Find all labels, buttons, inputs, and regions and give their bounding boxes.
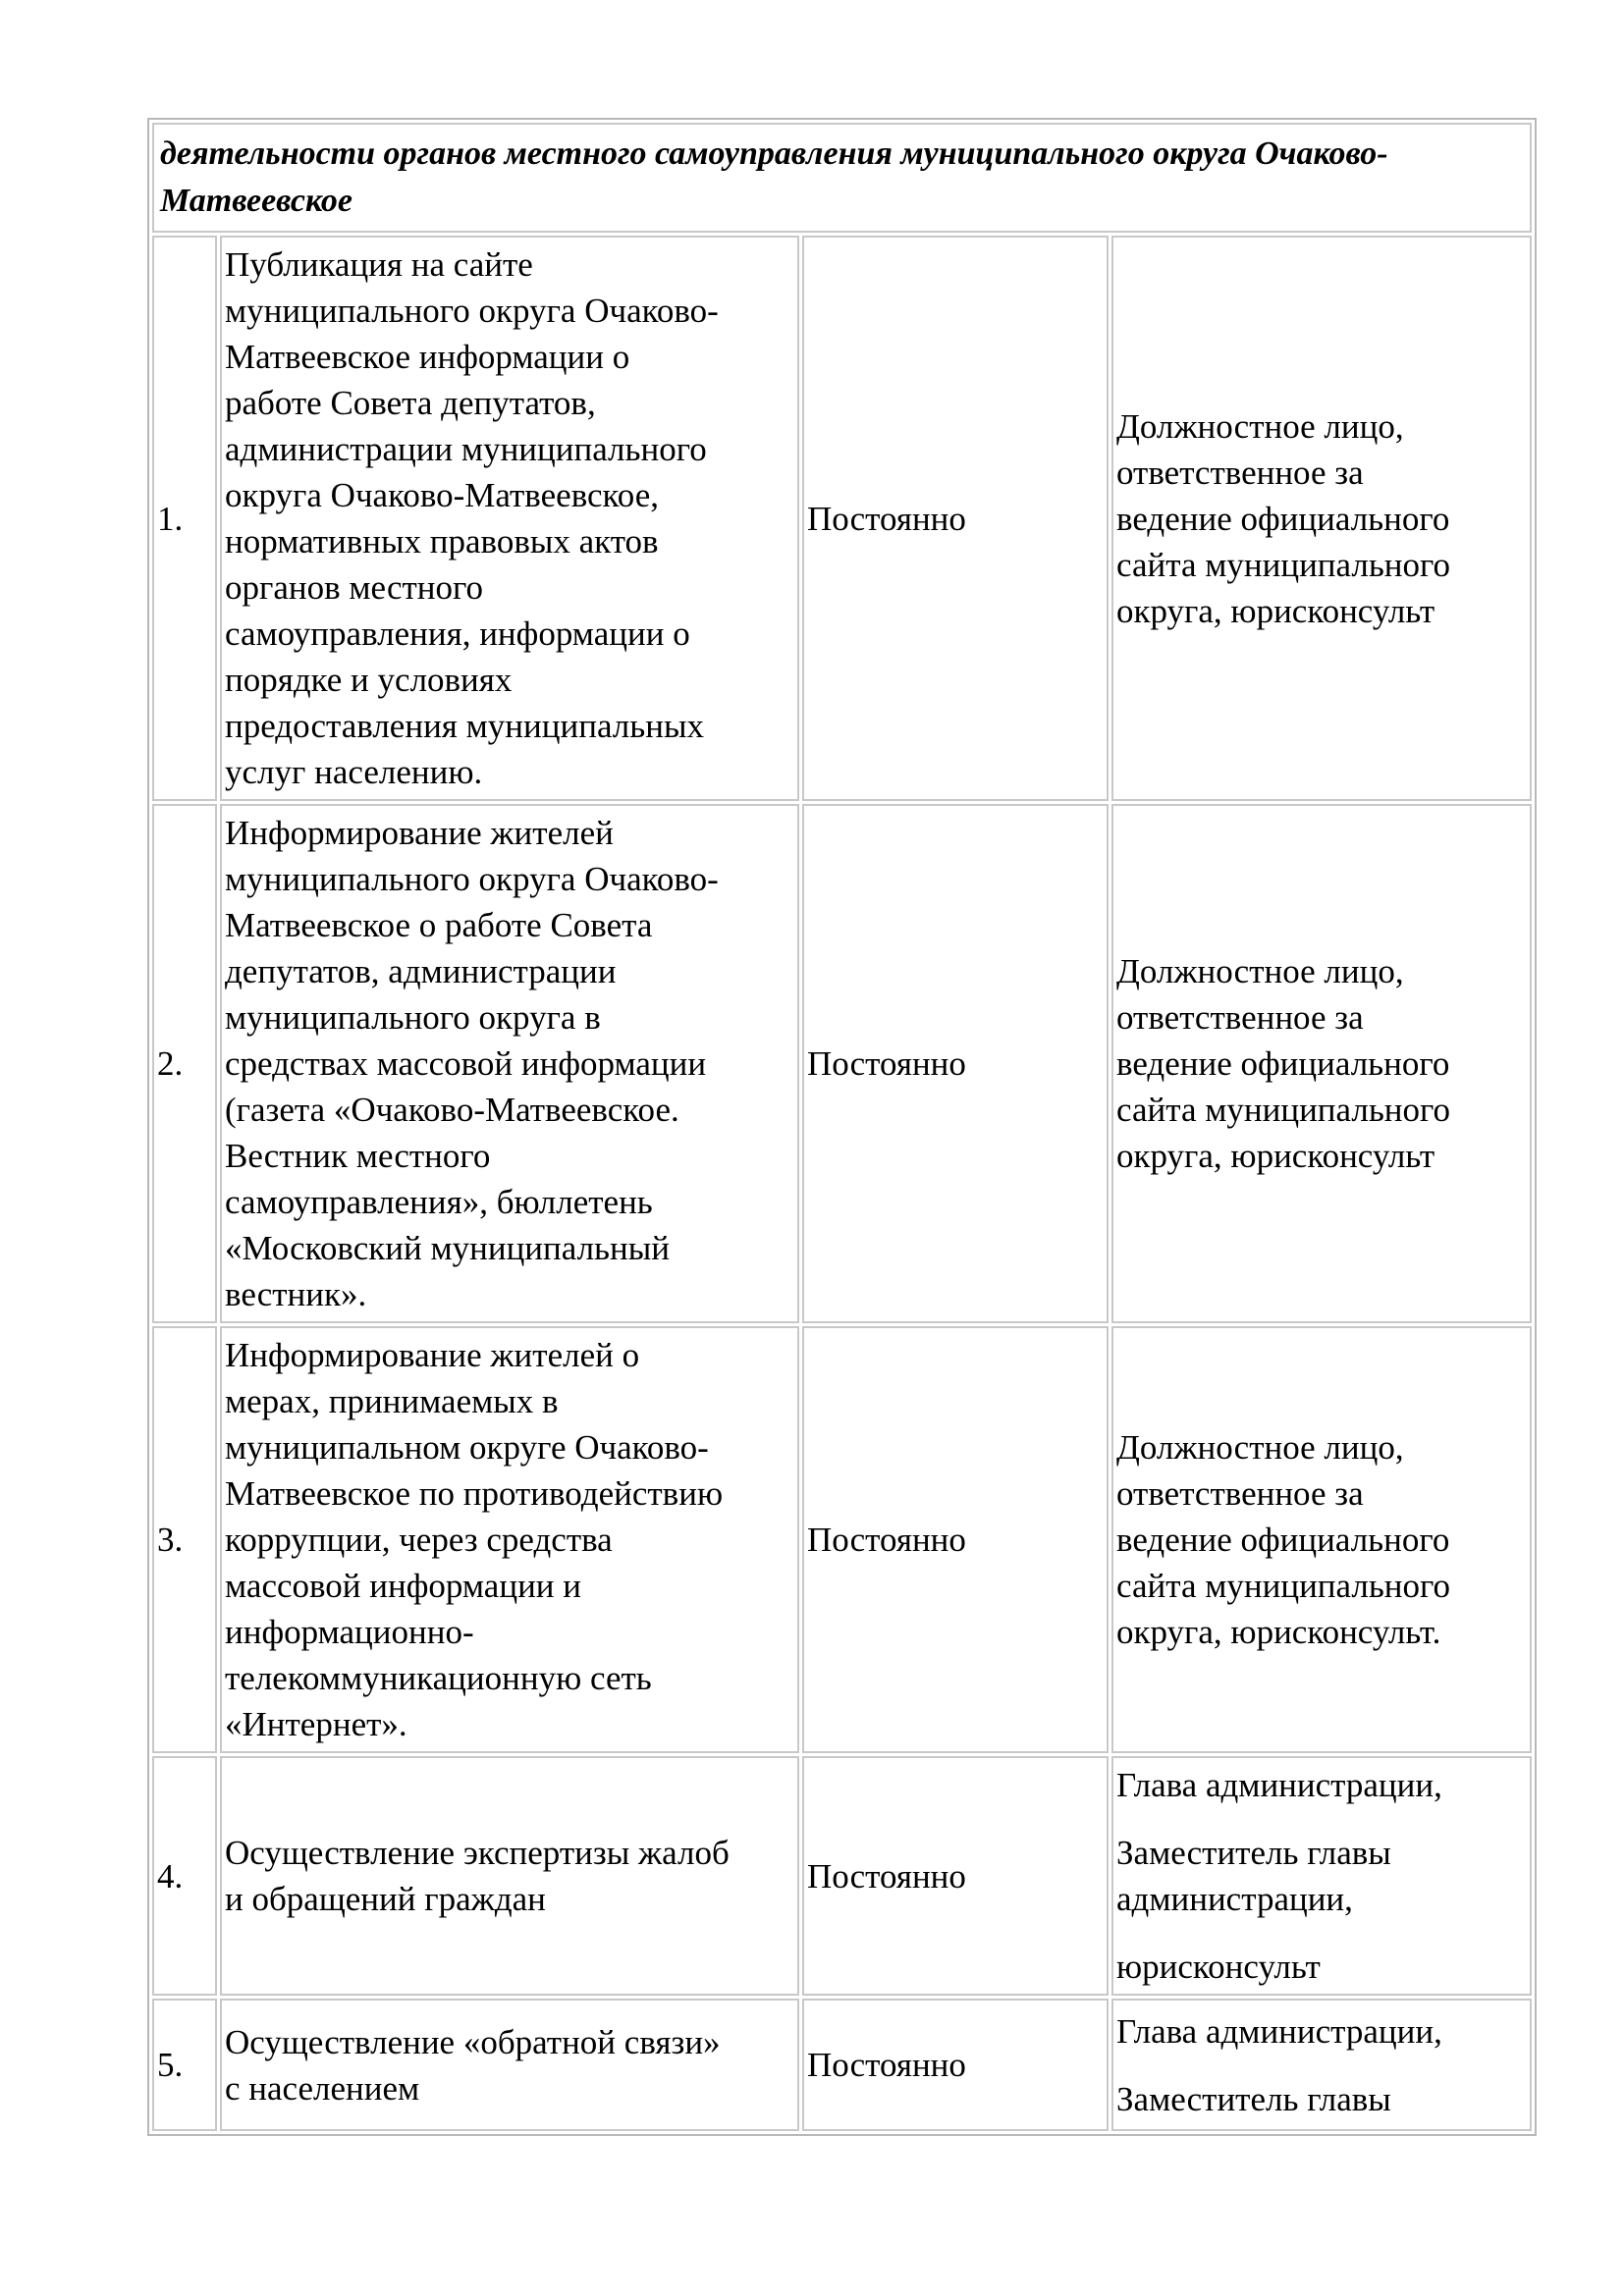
description-line: Матвеевское о работе Совета	[225, 906, 653, 944]
responsible-paragraph	[1116, 403, 1527, 634]
description-line: администрации муниципального	[225, 430, 707, 468]
table-row	[152, 1326, 1532, 1753]
responsible-paragraph	[1116, 948, 1527, 1179]
responsible-line: сайта муниципального	[1116, 1091, 1451, 1129]
description-line: и обращений граждан	[225, 1880, 546, 1918]
responsible	[1111, 1326, 1532, 1753]
activity-description	[220, 1326, 799, 1753]
plan-table	[147, 118, 1537, 2136]
responsible-line: Глава администрации,	[1116, 1766, 1442, 1804]
responsible-line: ответственное за	[1116, 453, 1364, 492]
responsible	[1111, 804, 1532, 1323]
description-line: Матвеевское информации о	[225, 338, 630, 376]
responsible-line: Должностное лицо,	[1116, 952, 1404, 990]
responsible-paragraph	[1116, 1424, 1527, 1655]
description-line: муниципального округа Очаково-	[225, 860, 719, 898]
description-line: Осуществление экспертизы жалоб	[225, 1834, 730, 1872]
responsible-line: сайта муниципального	[1116, 1567, 1451, 1605]
description-line: самоуправления, информации о	[225, 614, 690, 653]
description-line: Матвеевское по противодействию	[225, 1474, 724, 1513]
description-line: вестник».	[225, 1275, 367, 1313]
deadline: Постоянно	[802, 1999, 1109, 2131]
responsible-line: Должностное лицо,	[1116, 1428, 1404, 1467]
row-number: 2.	[152, 804, 217, 1323]
description-line: Вестник местного	[225, 1137, 491, 1175]
responsible-line: ведение официального	[1116, 1044, 1450, 1083]
description-line: массовой информации и	[225, 1567, 582, 1605]
description-line: коррупции, через средства	[225, 1521, 613, 1559]
description-line: «Интернет».	[225, 1705, 407, 1743]
responsible-line: администрации,	[1116, 1880, 1353, 1918]
responsible-line: ответственное за	[1116, 1474, 1364, 1513]
responsible	[1111, 1999, 1532, 2131]
responsible-line: Должностное лицо,	[1116, 406, 1404, 446]
responsible-line: ведение официального	[1116, 499, 1450, 538]
responsible-line: округа, юрисконсульт	[1116, 591, 1435, 630]
description-line: органов местного	[225, 568, 483, 607]
description-line: Осуществление «обратной связи»	[225, 2022, 721, 2061]
responsible-line: сайта муниципального	[1116, 545, 1451, 584]
responsible-paragraph	[1116, 2008, 1527, 2055]
row-number: 4.	[152, 1756, 217, 1996]
description-line: депутатов, администрации	[225, 952, 617, 990]
description-line: с населением	[225, 2068, 420, 2108]
description-line: работе Совета депутатов,	[225, 384, 596, 422]
responsible-line: округа, юрисконсульт	[1116, 1137, 1435, 1175]
description-line: муниципального округа Очаково-	[225, 292, 719, 330]
responsible-line: Заместитель главы	[1116, 2079, 1391, 2118]
responsible-line: ведение официального	[1116, 1521, 1450, 1559]
description-line: муниципальном округе Очаково-	[225, 1428, 709, 1467]
description-line: телекоммуникационную сеть	[225, 1659, 652, 1697]
description-line: (газета «Очаково-Матвеевское.	[225, 1091, 679, 1129]
description-line: средствах массовой информации	[225, 1044, 707, 1083]
activity-description	[220, 1999, 799, 2131]
deadline: Постоянно	[802, 236, 1109, 801]
responsible-line: Глава администрации,	[1116, 2011, 1442, 2051]
responsible-line: Заместитель главы	[1116, 1834, 1391, 1872]
responsible	[1111, 236, 1532, 801]
section-heading-row	[152, 123, 1532, 233]
responsible-line: юрисконсульт	[1116, 1948, 1321, 1986]
description-line: нормативных правовых актов	[225, 522, 659, 561]
description-line: муниципального округа в	[225, 998, 601, 1037]
deadline: Постоянно	[802, 1756, 1109, 1996]
description-line: услуг населению.	[225, 753, 483, 791]
description-line: предоставления муниципальных	[225, 707, 704, 745]
table-row	[152, 804, 1532, 1323]
responsible	[1111, 1756, 1532, 1996]
description-line: Публикация на сайте	[225, 245, 533, 284]
responsible-paragraph	[1116, 1762, 1527, 1808]
description-line: порядке и условиях	[225, 661, 513, 699]
activity-description	[220, 236, 799, 801]
responsible-paragraph	[1116, 2076, 1527, 2122]
description-line: самоуправления», бюллетень	[225, 1183, 653, 1221]
deadline: Постоянно	[802, 1326, 1109, 1753]
description-line: округа Очаково-Матвеевское,	[225, 476, 659, 514]
table-row	[152, 1756, 1532, 1996]
responsible-paragraph	[1116, 1830, 1527, 1922]
responsible-paragraph	[1116, 1944, 1527, 1990]
row-number: 5.	[152, 1999, 217, 2131]
description-line: информационно-	[225, 1613, 474, 1651]
row-number: 1.	[152, 236, 217, 801]
row-number: 3.	[152, 1326, 217, 1753]
activity-description	[220, 804, 799, 1323]
responsible-line: округа, юрисконсульт.	[1116, 1613, 1441, 1651]
table-row	[152, 1999, 1532, 2131]
description-line: Информирование жителей о	[225, 1336, 640, 1374]
description-line: Информирование жителей	[225, 814, 614, 852]
description-line: «Московский муниципальный	[225, 1229, 671, 1267]
responsible-line: ответственное за	[1116, 998, 1364, 1037]
section-heading: деятельности органов местного самоуправления муниципального округа Очаково-Матвеевское	[152, 123, 1532, 233]
activity-description	[220, 1756, 799, 1996]
description-line: мерах, принимаемых в	[225, 1382, 559, 1420]
deadline: Постоянно	[802, 804, 1109, 1323]
table-row	[152, 236, 1532, 801]
